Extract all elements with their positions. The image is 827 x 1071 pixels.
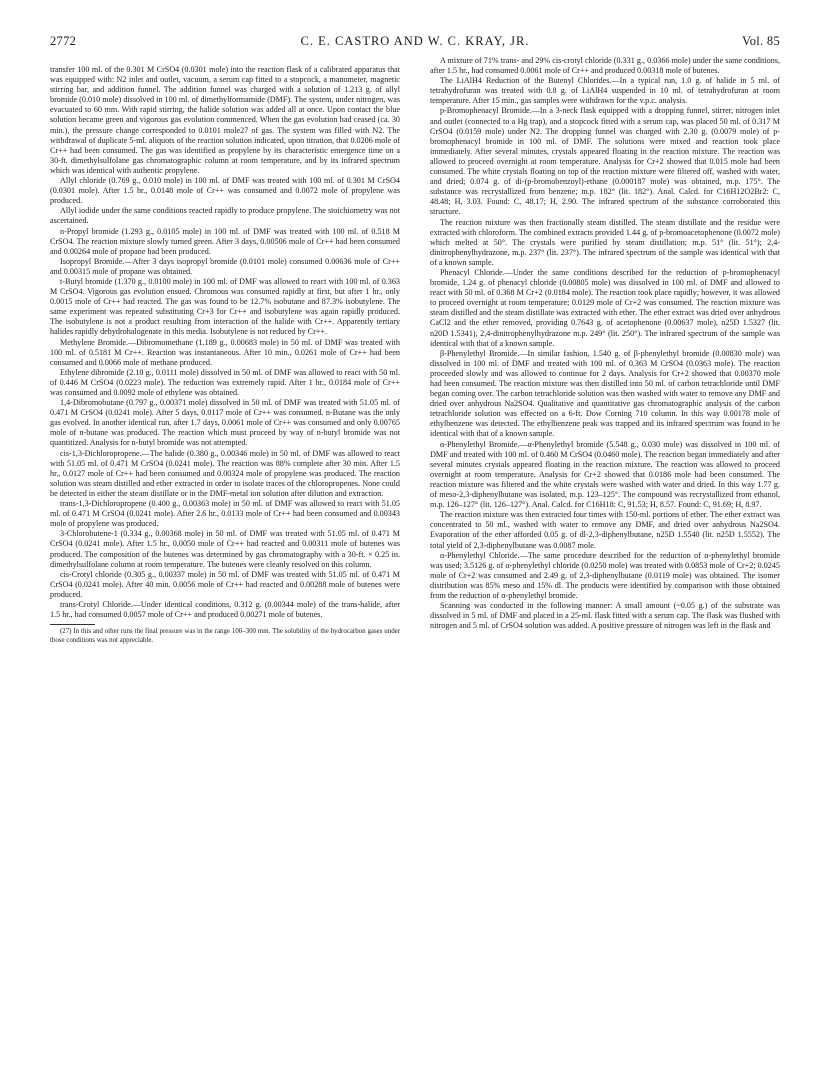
- running-title: C. E. CASTRO AND W. C. KRAY, JR.: [300, 34, 530, 48]
- paragraph: α-Phenylethyl Chloride.—The same procedure described for the reduction of α-phenylethyl bromide was used; 3.5126 g. of α-phenylethyl chloride (0.0250 mole) was treated with 0.0853 mole of Cr+2; 0.0245 mole of Cr+2 was consumed and 2.49 g. of 2,3-diphenylbutane (0.0119 mole) was obtained. The isomer distribution was 85% meso and 15% dl. The products were identified by comparison with those obtained from the reduction of α-phenylethyl bromide.: [430, 550, 780, 600]
- paragraph: 1,4-Dibromobutane (0.797 g., 0.00371 mole) dissolved in 50 ml. of DMF was treated with 51.05 ml. of 0.471 M CrSO4 (0.0241 mole). After 5 days, 0.0117 mole of Cr++ was consumed. n-Butane was the only gas evolved. In another identical run, after 1.7 days, 0.0061 mole of Cr++ was consumed and only 0.00765 mole of n-butane was produced. The reaction which must proceed by way of n-butyl bromide was not quantitized. Analysis for n-butyl bromide was not attempted.: [50, 398, 400, 448]
- paragraph: A mixture of 71% trans- and 29% cis-crotyl chloride (0.331 g., 0.0366 mole) under the same conditions, after 1.5 hr., had consumed 0.0061 mole of Cr++ and produced 0.00318 mole of butenes.: [430, 56, 780, 76]
- paragraph: n-Propyl bromide (1.293 g., 0.0105 mole) in 100 ml. of DMF was treated with 100 ml. of 0.518 M CrSO4. The reaction mixture slowly turned green. After 3 days, 0.00506 mole of Cr++ had been consumed and 0.00264 mole of propane had been produced.: [50, 226, 400, 256]
- paragraph: cis-Crotyl chloride (0.305 g., 0.00337 mole) in 50 ml. of DMF was treated with 51.05 ml. of 0.471 M CrSO4 (0.0241 mole). After 40 min. 0.0056 mole of Cr++ had reacted and 0.00288 mole of butenes were produced.: [50, 569, 400, 599]
- paragraph: The LiAlH4 Reduction of the Butenyl Chlorides.—In a typical run, 1.0 g. of halide in 5 ml. of tetrahydrofuran was treated with 0.8 g. of LiAlH4 suspended in 10 ml. of tetrahydrofuran at room temperature. After 15 min., gas samples were withdrawn for the v.p.c. analysis.: [430, 76, 780, 106]
- paragraph: The reaction mixture was then fractionally steam distilled. The steam distillate and the residue were extracted with chloroform. The combined extracts provided 1.44 g. of p-bromoacetophenone (0.0072 mole) which melted at 50°. The crystals were purified by steam distillation; m.p. 51° (lit. 51°); 2,4-dinitrophenylhydrazone, m.p. 237° (lit. 237°). The infrared spectrum of the sample was identical with that of a known sample.: [430, 217, 780, 267]
- paragraph: Methylene Bromide.—Dibromomethane (1.189 g., 0.00683 mole) in 50 ml. of DMF was treated with 100 ml. of 0.5181 M Cr++. Reaction was instantaneous. After 10 min., 0.0261 mole of Cr++ had been consumed and 0.0066 mole of methane produced.: [50, 337, 400, 367]
- paragraph: Scanning was conducted in the following manner: A small amount (~0.05 g.) of the substrate was dissolved in 5 ml. of DMF and placed in a 25-ml. flask fitted with a serum cap. The flask was flushed with nitrogen and 5 ml. of CrSO4 solution was added. A positive pressure of nitrogen was left in the flask and: [430, 601, 780, 631]
- paragraph: Ethylene dibromide (2.10 g., 0.0111 mole) dissolved in 50 ml. of DMF was allowed to react with 50 ml. of 0.446 M CrSO4 (0.0223 mole). The reduction was extremely rapid. After 1 hr., 0.0184 mole of Cr++ was consumed and 0.0092 mole of ethylene was obtained.: [50, 367, 400, 397]
- paragraph: p-Bromophenacyl Bromide.—In a 3-neck flask equipped with a dropping funnel, stirrer, nitrogen inlet and outlet (connected to a Hg trap), and a stopcock fitted with a serum cap, was placed 50 ml. of 0.317 M CrSO4 (0.0159 mole) under N2. The dropping funnel was charged with 2.30 g. (0.0079 mole) of p-bromophenacyl bromide in 100 ml. of DMF. The solutions were mixed and reaction took place immediately. After several minutes, crystals appeared floating in the reaction mixture. The reaction was allowed to proceed overnight at room temperature. Analysis for Cr+2 showed that 0.015 mole had been consumed. The white crystals floating on top of the reaction mixture were filtered off, washed with water, and dried; 0.074 g. of di-(p-bromobenzoyl)-ethane (0.000187 mole) was obtained, m.p. 175°. The substance was recrystallized from benzene; m.p. 182° (lit. 182°). Anal. Calcd. for C16H12O2Br2: C, 48.48; H, 3.03. Found: C, 48.17; H, 2.90. The infrared spectrum of the substance corroborated this structure.: [430, 106, 780, 217]
- footnote: (27) In this and other runs the final pressure was in the range 100–300 mm. The solubility of the hydrocarbon gases under those conditions was not appreciable.: [50, 628, 400, 644]
- paragraph: Phenacyl Chloride.—Under the same conditions described for the reduction of p-bromophenacyl bromide, 1.24 g. of phenacyl chloride (0.00805 mole) was dissolved in 100 ml. of DMF and allowed to react with 50 ml. of 0.368 M Cr+2 (0.0184 mole). The reaction took place rapidly; however, it was allowed to proceed overnight at room temperature; 0.0129 mole of Cr+2 was consumed. The reaction mixture was steam distilled and the steam distillate was extracted with ether. The ether extract was dried over anhydrous CaCl2 and the ether removed, providing 0.7643 g. of acetophenone (0.00637 mole), n25D 1.5327 (lit. n20D 1.5341), 2,4-dinitrophenylhydrazone m.p. 249° (lit. 250°). The infrared spectrum of the sample was identical with that of a known sample.: [430, 267, 780, 348]
- paragraph: The reaction mixture was then extracted four times with 150-ml. portions of ether. The ether extract was concentrated to 50 ml., washed with water to remove any DMF, and dried over anhydrous Na2SO4. Evaporation of the ether afforded 0.05 g. of dl-2,3-diphenylbutane, n25D 1.5540 (lit. n25D 1.5552). The total yield of 2,3-diphenylbutane was 0.0087 mole.: [430, 510, 780, 550]
- left-column: [50, 65, 400, 645]
- paragraph: Allyl chloride (0.769 g., 0.010 mole) in 100 ml. of DMF was treated with 100 ml. of 0.301 M CrSO4 (0.0301 mole). After 1.5 hr., 0.0148 mole of Cr++ was consumed and 0.0072 mole of propylene was produced.: [50, 176, 400, 206]
- page-header: [50, 34, 780, 50]
- volume-label: Vol. 85: [742, 34, 780, 48]
- paragraph: cis-1,3-Dichloropropene.—The halide (0.380 g., 0.00346 mole) in 50 ml. of DMF was allowed to react with 51.05 ml. of 0.471 M CrSO4 (0.0241 mole). The reaction was 88% complete after 30 min. After 1.5 hr., 0.0127 mole of Cr++ had been consumed and 0.00324 mole of propylene was produced. The reaction solution was steam distilled and ether extracted in order to isolate traces of the chloropropenes. None could be detected in either the steam distillate or in the DMF-metal ion solution after dilution and extraction.: [50, 448, 400, 498]
- paragraph: Isopropyl Bromide.—After 3 days isopropyl bromide (0.0101 mole) consumed 0.00636 mole of Cr++ and 0.00315 mole of propane was obtained.: [50, 256, 400, 276]
- paragraph: Allyl iodide under the same conditions reacted rapidly to produce propylene. The stoichiometry was not ascertained.: [50, 206, 400, 226]
- paragraph: β-Phenylethyl Bromide.—In similar fashion, 1.540 g. of β-phenylethyl bromide (0.00830 mole) was dissolved in 100 ml. of DMF and treated with 100 ml. of 0.363 M CrSO4 (0.0363 mole). The reaction proceeded slowly and was allowed to continue for 2 days. Analysis for Cr+2 showed that 0.00370 mole had been consumed. The reaction mixture was then distilled into 50 ml. of carbon tetrachloride until DMF began coming over. The carbon tetrachloride solution was then washed with water to remove any DMF and dried over anhydrous Na2SO4. Qualitative and quantitative gas chromatographic analysis of the carbon tetrachloride solution was effected on a 6-ft. Dow Corning 710 column. In this way 0.00178 mole of ethylbenzene was detected. The ethylbenzene peak was trapped and its infrared spectrum was found to be identical with that of a known sample.: [430, 348, 780, 439]
- paragraph: t-Butyl bromide (1.370 g., 0.0100 mole) in 100 ml. of DMF was allowed to react with 100 ml. of 0.363 M CrSO4. Vigorous gas evolution ensued. Chromous was consumed rapidly at first, but after 1 hr., only 0.0015 mole of Cr++ had reacted. The gas was found to be 12.7% isobutane and 87.3% isobutylene. The same experiment was repeated substituting Cr+3 for Cr++ and isobutylene was again rapidly produced. The isobutylene is not a product resulting from interaction of the halide with Cr++. Apparently tertiary halides rapidly dehydrohalogenate in this media. Isobutylene is not reduced by Cr++.: [50, 276, 400, 337]
- paragraph: trans-Crotyl Chloride.—Under identical conditions, 0.312 g. (0.00344 mole) of the trans-halide, after 1.5 hr., had consumed 0.0057 mole of Cr++ and produced 0.00271 mole of butenes.: [50, 599, 400, 620]
- paragraph: trans-1,3-Dichloropropene (0.400 g., 0.00363 mole) in 50 ml. of DMF was allowed to react with 51.05 ml. of 0.471 M CrSO4 (0.0241 mole). After 2.6 hr., 0.0133 mole of Cr++ had been consumed and 0.00343 mole of propylene was produced.: [50, 499, 400, 529]
- right-column: [430, 56, 780, 631]
- page-number: 2772: [50, 34, 77, 48]
- paragraph: transfer 100 ml. of the 0.301 M CrSO4 (0.0301 mole) into the reaction flask of a calibrated apparatus that was equipped with: N2 inlet and outlet, vacuum, a serum cap fitted to a stopcock, a manometer, magnetic stirring bar, and addition funnel. The addition funnel was charged with a solution of 1.213 g. of allyl bromide (0.010 mole) dissolved in 100 ml. of dimethylformamide (DMF). The system, under nitrogen, was evacuated to 60 mm. With rapid stirring, the halide solution was added all at once. Upon contact the blue solution became green and vigorous gas evolution commenced. When the gas evolution had ceased (ca. 30 min.), the pressure change corresponded to 0.0101 mole27 of gas. The system was filled with N2. The withdrawal of duplicate 5-ml. aliquots of the reaction solution indicated, upon titration, that 0.0206 mole of Cr++ had been consumed. The gas was identified as propylene by its characteristic emergence time on a 30-ft. dimethylsulfolane gas chromatographic column at room temperature, and by its infrared spectrum which was identical with authentic propylene.: [50, 65, 400, 175]
- paragraph: 3-Chlorobutene-1 (0.334 g., 0.00368 mole) in 50 ml. of DMF was treated with 51.05 ml. of 0.471 M CrSO4 (0.0241 mole). After 1.5 hr., 0.0050 mole of Cr++ had reacted and 0.00311 mole of butenes was produced. The composition of the butenes was determined by gas chromatography with a 30-ft. × 0.25 in. dimethylsulfolane column at room temperature. The butenes were cleanly resolved on this column.: [50, 529, 400, 569]
- footnote-rule: [50, 624, 95, 625]
- paragraph: α-Phenylethyl Bromide.—α-Phenylethyl bromide (5.548 g., 0.030 mole) was dissolved in 100 ml. of DMF and treated with 100 ml. of 0.460 M CrSO4 (0.0460 mole). The reaction began immediately and after several minutes crystals appeared floating in the reaction mixture. The reaction was allowed to proceed overnight at room temperature. Analysis for Cr+2 showed that 0.0186 mole had been consumed. The reaction mixture was filtered and the white crystals were washed with water and dried. In this way 1.77 g. of meso-2,3-diphenylbutane was isolated, m.p. 123–125°. The compound was recrystallized from ethanol, m.p. 126–127° (lit. 126–127°). Anal. Calcd. for C16H18: C, 91.53; H, 8.57. Found: C, 91.69; H, 8.97.: [430, 439, 780, 510]
